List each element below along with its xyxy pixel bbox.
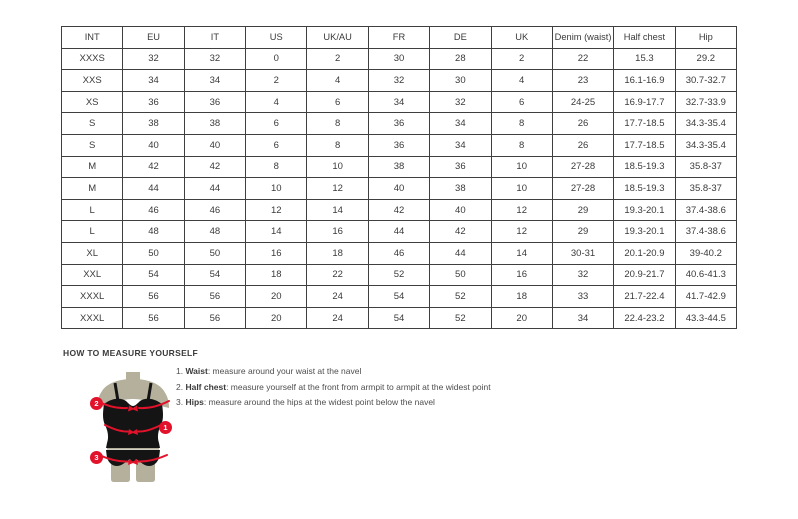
- table-cell: XXS: [62, 70, 123, 92]
- table-row: [62, 199, 737, 221]
- table-cell: 50: [184, 242, 245, 264]
- table-cell: 42: [184, 156, 245, 178]
- table-row: [62, 91, 737, 113]
- column-header: US: [246, 27, 307, 49]
- table-cell: 48: [184, 221, 245, 243]
- table-cell: 28: [430, 48, 491, 70]
- table-cell: 20: [246, 286, 307, 308]
- table-cell: 34: [184, 70, 245, 92]
- table-cell: 40.6-41.3: [675, 264, 736, 286]
- instruction-text: : measure around your waist at the navel: [207, 366, 362, 376]
- table-cell: S: [62, 134, 123, 156]
- waist-measure-badge: 1: [159, 421, 172, 434]
- table-cell: 17.7-18.5: [614, 134, 675, 156]
- table-cell: 56: [123, 286, 184, 308]
- table-cell: 18.5-19.3: [614, 156, 675, 178]
- table-cell: 32: [123, 48, 184, 70]
- table-cell: XXL: [62, 264, 123, 286]
- instruction-number: 1.: [176, 366, 186, 376]
- table-cell: 39-40.2: [675, 242, 736, 264]
- table-cell: 30-31: [552, 242, 613, 264]
- table-cell: 40: [184, 134, 245, 156]
- table-cell: 6: [246, 134, 307, 156]
- table-cell: 32: [552, 264, 613, 286]
- table-cell: XL: [62, 242, 123, 264]
- table-cell: 8: [307, 134, 368, 156]
- table-cell: 6: [491, 91, 552, 113]
- table-cell: 14: [307, 199, 368, 221]
- table-row: [62, 264, 737, 286]
- table-cell: 43.3-44.5: [675, 307, 736, 329]
- table-cell: 38: [184, 113, 245, 135]
- table-cell: M: [62, 156, 123, 178]
- table-cell: 34.3-35.4: [675, 113, 736, 135]
- table-cell: 10: [307, 156, 368, 178]
- table-cell: S: [62, 113, 123, 135]
- size-table: [61, 26, 737, 329]
- table-cell: 34: [368, 91, 429, 113]
- hips-measure-badge: 3: [90, 451, 103, 464]
- table-cell: 4: [491, 70, 552, 92]
- measure-section-title: HOW TO MEASURE YOURSELF: [63, 348, 199, 358]
- column-header: INT: [62, 27, 123, 49]
- table-cell: L: [62, 221, 123, 243]
- table-cell: 36: [368, 134, 429, 156]
- table-cell: 54: [368, 307, 429, 329]
- table-row: [62, 307, 737, 329]
- table-cell: 26: [552, 113, 613, 135]
- measure-instruction: [176, 366, 491, 377]
- table-cell: 42: [123, 156, 184, 178]
- table-cell: 52: [430, 307, 491, 329]
- table-cell: 27-28: [552, 178, 613, 200]
- table-cell: 22: [552, 48, 613, 70]
- column-header: IT: [184, 27, 245, 49]
- table-cell: 29: [552, 221, 613, 243]
- table-cell: 40: [123, 134, 184, 156]
- table-cell: XXXL: [62, 307, 123, 329]
- table-header-row: [62, 27, 737, 49]
- table-cell: 35.8-37: [675, 156, 736, 178]
- table-cell: 44: [123, 178, 184, 200]
- table-cell: 34: [123, 70, 184, 92]
- table-cell: 44: [368, 221, 429, 243]
- table-cell: 40: [430, 199, 491, 221]
- table-cell: 24: [307, 286, 368, 308]
- table-cell: 50: [123, 242, 184, 264]
- table-cell: 10: [246, 178, 307, 200]
- table-cell: 36: [368, 113, 429, 135]
- table-cell: XXXL: [62, 286, 123, 308]
- table-cell: XXXS: [62, 48, 123, 70]
- chest-measure-badge: 2: [90, 397, 103, 410]
- table-row: [62, 134, 737, 156]
- table-cell: 35.8-37: [675, 178, 736, 200]
- measure-instructions: [176, 366, 491, 413]
- table-cell: 20.1-20.9: [614, 242, 675, 264]
- table-cell: 54: [368, 286, 429, 308]
- table-cell: 14: [246, 221, 307, 243]
- table-row: [62, 242, 737, 264]
- table-cell: 46: [123, 199, 184, 221]
- instruction-label: Waist: [185, 366, 208, 376]
- table-cell: 38: [368, 156, 429, 178]
- table-cell: 32: [430, 91, 491, 113]
- table-row: [62, 156, 737, 178]
- table-cell: 20.9-21.7: [614, 264, 675, 286]
- column-header: UK: [491, 27, 552, 49]
- table-cell: 19.3-20.1: [614, 199, 675, 221]
- table-cell: 12: [491, 221, 552, 243]
- table-cell: L: [62, 199, 123, 221]
- table-cell: 8: [491, 113, 552, 135]
- table-cell: 32: [368, 70, 429, 92]
- table-cell: 34: [552, 307, 613, 329]
- table-cell: 46: [184, 199, 245, 221]
- column-header: Half chest: [614, 27, 675, 49]
- table-cell: 10: [491, 156, 552, 178]
- table-cell: 12: [491, 199, 552, 221]
- table-cell: 42: [368, 199, 429, 221]
- instruction-text: : measure yourself at the front from armpit to armpit at the widest point: [226, 381, 491, 392]
- table-cell: 4: [246, 91, 307, 113]
- table-cell: 48: [123, 221, 184, 243]
- table-cell: 23: [552, 70, 613, 92]
- column-header: Hip: [675, 27, 736, 49]
- table-row: [62, 70, 737, 92]
- table-cell: 52: [430, 286, 491, 308]
- table-cell: 14: [491, 242, 552, 264]
- table-row: [62, 221, 737, 243]
- table-cell: 16: [491, 264, 552, 286]
- table-cell: 52: [368, 264, 429, 286]
- table-cell: 50: [430, 264, 491, 286]
- measure-instruction: [176, 397, 491, 408]
- column-header: UK/AU: [307, 27, 368, 49]
- table-cell: 29.2: [675, 48, 736, 70]
- column-header: Denim (waist): [552, 27, 613, 49]
- table-cell: 32.7-33.9: [675, 91, 736, 113]
- column-header: EU: [123, 27, 184, 49]
- table-cell: 17.7-18.5: [614, 113, 675, 135]
- instruction-number: 3.: [176, 397, 186, 407]
- table-cell: 21.7-22.4: [614, 286, 675, 308]
- table-cell: 30: [368, 48, 429, 70]
- table-cell: 22.4-23.2: [614, 307, 675, 329]
- measurement-figure: [83, 371, 186, 486]
- table-cell: 2: [307, 48, 368, 70]
- table-cell: 36: [123, 91, 184, 113]
- table-cell: 2: [246, 70, 307, 92]
- table-cell: 18: [246, 264, 307, 286]
- table-cell: 18: [307, 242, 368, 264]
- instruction-text: : measure around the hips at the widest point below the navel: [203, 397, 435, 407]
- table-cell: 34.3-35.4: [675, 134, 736, 156]
- table-cell: 33: [552, 286, 613, 308]
- table-cell: 40: [368, 178, 429, 200]
- table-cell: 37.4-38.6: [675, 199, 736, 221]
- table-cell: 27-28: [552, 156, 613, 178]
- table-cell: 56: [184, 307, 245, 329]
- table-cell: 4: [307, 70, 368, 92]
- table-cell: 6: [246, 113, 307, 135]
- table-cell: 18.5-19.3: [614, 178, 675, 200]
- table-cell: 41.7-42.9: [675, 286, 736, 308]
- table-row: [62, 286, 737, 308]
- table-cell: 54: [123, 264, 184, 286]
- table-cell: 0: [246, 48, 307, 70]
- table-cell: 30: [430, 70, 491, 92]
- column-header: DE: [430, 27, 491, 49]
- table-row: [62, 48, 737, 70]
- table-cell: 37.4-38.6: [675, 221, 736, 243]
- table-cell: 46: [368, 242, 429, 264]
- table-cell: 44: [184, 178, 245, 200]
- instruction-label: Hips: [185, 397, 204, 407]
- table-cell: 44: [430, 242, 491, 264]
- table-cell: XS: [62, 91, 123, 113]
- table-cell: 22: [307, 264, 368, 286]
- table-cell: 42: [430, 221, 491, 243]
- size-table-head: [62, 27, 737, 49]
- table-cell: 38: [430, 178, 491, 200]
- measure-instruction: [176, 382, 491, 393]
- table-cell: 16.1-16.9: [614, 70, 675, 92]
- table-cell: 8: [307, 113, 368, 135]
- size-table-body: [62, 48, 737, 329]
- table-cell: 34: [430, 113, 491, 135]
- table-cell: 34: [430, 134, 491, 156]
- table-cell: 36: [184, 91, 245, 113]
- instruction-number: 2.: [176, 381, 186, 392]
- table-cell: 36: [430, 156, 491, 178]
- table-cell: 38: [123, 113, 184, 135]
- table-cell: 16: [307, 221, 368, 243]
- table-cell: 26: [552, 134, 613, 156]
- table-row: [62, 178, 737, 200]
- table-cell: 2: [491, 48, 552, 70]
- table-cell: 16: [246, 242, 307, 264]
- table-cell: 8: [491, 134, 552, 156]
- table-cell: 12: [246, 199, 307, 221]
- table-cell: 32: [184, 48, 245, 70]
- table-cell: 6: [307, 91, 368, 113]
- table-cell: 24-25: [552, 91, 613, 113]
- table-cell: 56: [184, 286, 245, 308]
- table-cell: 24: [307, 307, 368, 329]
- table-cell: 8: [246, 156, 307, 178]
- table-cell: 10: [491, 178, 552, 200]
- table-cell: 15.3: [614, 48, 675, 70]
- table-cell: M: [62, 178, 123, 200]
- table-cell: 12: [307, 178, 368, 200]
- column-header: FR: [368, 27, 429, 49]
- table-row: [62, 113, 737, 135]
- table-cell: 18: [491, 286, 552, 308]
- table-cell: 30.7-32.7: [675, 70, 736, 92]
- table-cell: 29: [552, 199, 613, 221]
- table-cell: 20: [246, 307, 307, 329]
- table-cell: 16.9-17.7: [614, 91, 675, 113]
- instruction-label: Half chest: [185, 381, 227, 392]
- table-cell: 19.3-20.1: [614, 221, 675, 243]
- table-cell: 56: [123, 307, 184, 329]
- table-cell: 54: [184, 264, 245, 286]
- table-cell: 20: [491, 307, 552, 329]
